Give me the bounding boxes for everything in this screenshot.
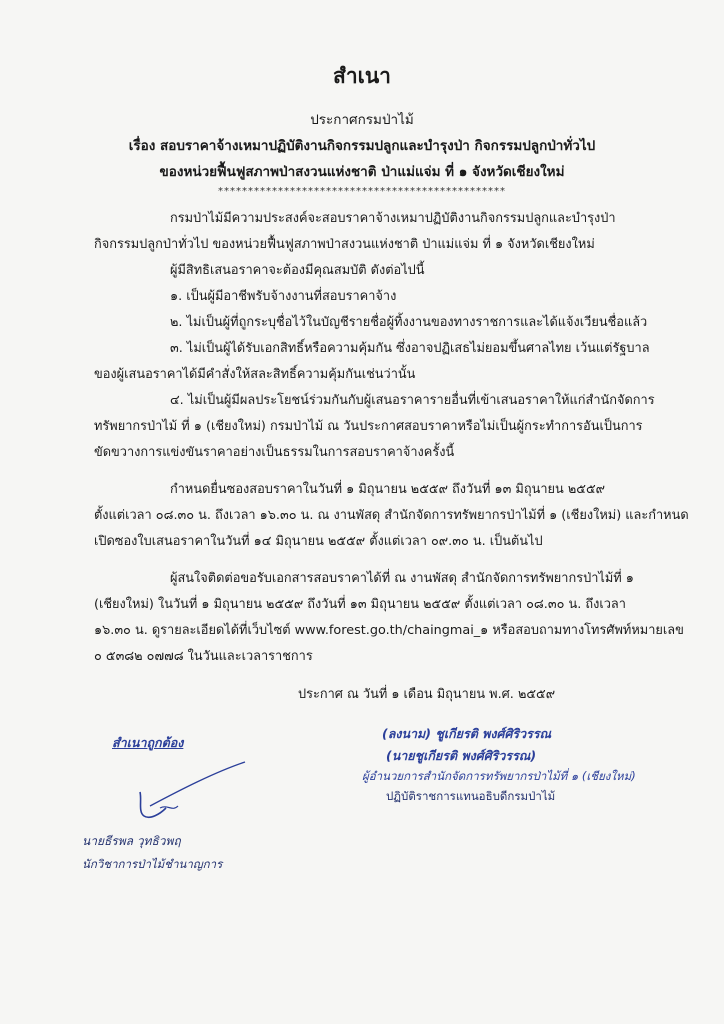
body-line: ขัดขวางการแข่งขันราคาอย่างเป็นธรรมในการสอบราคาจ้างครั้งนี้: [94, 445, 455, 460]
signed-name: (ลงนาม) ชูเกียรติ พงศ์ศิริวรรณ: [382, 726, 552, 741]
signer-position: ผู้อำนวยการสำนักจัดการทรัพยากรป่าไม้ที่ ๑ (เชียงใหม่): [362, 769, 636, 783]
handwritten-signature: [120, 760, 250, 830]
certifier-position: นักวิชาการป่าไม้ชำนาญการ: [82, 857, 223, 871]
document-title: สำเนา: [333, 64, 391, 88]
body-line: ของผู้เสนอราคาได้มีคำสั่งให้สละสิทธิ์ความคุ้มกันเช่นว่านั้น: [94, 367, 416, 382]
announcement-heading: ประกาศกรมป่าไม้: [310, 112, 414, 128]
body-line: (เชียงใหม่) ในวันที่ ๑ มิถุนายน ๒๕๕๙ ถึงวันที่ ๑๓ มิถุนายน ๒๕๕๙ ตั้งแต่เวลา ๐๘.๓๐ น. ถึงเวลา: [94, 597, 626, 612]
body-line: ผู้มีสิทธิเสนอราคาจะต้องมีคุณสมบัติ ดังต่อไปนี้: [170, 263, 425, 278]
announce-date: ประกาศ ณ วันที่ ๑ เดือน มิถุนายน พ.ศ. ๒๕๕๙: [298, 687, 556, 702]
body-line: ผู้สนใจติดต่อขอรับเอกสารสอบราคาได้ที่ ณ งานพัสดุ สำนักจัดการทรัพยากรป่าไม้ที่ ๑: [170, 571, 634, 586]
body-line: กรมป่าไม้มีความประสงค์จะสอบราคาจ้างเหมาปฏิบัติงานกิจกรรมปลูกและบำรุงป่า: [170, 211, 616, 226]
body-line: ตั้งแต่เวลา ๐๘.๓๐ น. ถึงเวลา ๑๖.๓๐ น. ณ งานพัสดุ สำนักจัดการทรัพยากรป่าไม้ที่ ๑ (เชียงใหม่) และกำหนด: [94, 508, 689, 523]
body-line: ทรัพยากรป่าไม้ ที่ ๑ (เชียงใหม่) กรมป่าไม้ ณ วันประกาศสอบราคาหรือไม่เป็นผู้กระทำการอันเป็นการ: [94, 419, 643, 434]
certifier-name: นายธีรพล วุทธิวพฤ: [82, 834, 181, 848]
qualification-item: ๒. ไม่เป็นผู้ที่ถูกระบุชื่อไว้ในบัญชีรายชื่อผู้ทิ้งงานของทางราชการและได้แจ้งเวียนชื่อแล้ว: [170, 315, 648, 330]
subject-line-1: เรื่อง สอบราคาจ้างเหมาปฏิบัติงานกิจกรรมปลูกและบำรุงป่า กิจกรรมปลูกป่าทั่วไป: [128, 138, 596, 154]
separator-line: ************************************************: [218, 186, 506, 197]
body-line: กิจกรรมปลูกป่าทั่วไป ของหน่วยฟื้นฟูสภาพป่าสงวนแห่งชาติ ป่าแม่แจ่ม ที่ ๑ จังหวัดเชียงใหม่: [94, 237, 595, 252]
body-line: ๑๖.๓๐ น. ดูรายละเอียดได้ที่เว็บไซต์ www.forest.go.th/chaingmai_๑ หรือสอบถามทางโทรศัพท์หมายเลข: [94, 623, 684, 638]
subject-line-2: ของหน่วยฟื้นฟูสภาพป่าสงวนแห่งชาติ ป่าแม่แจ่ม ที่ ๑ จังหวัดเชียงใหม่: [159, 164, 565, 180]
signer-name: (นายชูเกียรติ พงศ์ศิริวรรณ): [386, 748, 537, 763]
body-line: กำหนดยื่นซองสอบราคาในวันที่ ๑ มิถุนายน ๒๕๕๙ ถึงวันที่ ๑๓ มิถุนายน ๒๕๕๙: [170, 482, 606, 497]
certified-copy-stamp: สำเนาถูกต้อง: [112, 735, 184, 750]
qualification-item: ๑. เป็นผู้มีอาชีพรับจ้างงานที่สอบราคาจ้าง: [170, 289, 397, 304]
qualification-item: ๔. ไม่เป็นผู้มีผลประโยชน์ร่วมกันกับผู้เสนอราคารายอื่นที่เข้าเสนอราคาให้แก่สำนักจัดการ: [170, 393, 655, 408]
qualification-item: ๓. ไม่เป็นผู้ได้รับเอกสิทธิ์หรือความคุ้มกัน ซึ่งอาจปฏิเสธไม่ยอมขึ้นศาลไทย เว้นแต่รัฐบาล: [170, 341, 650, 356]
signer-position-2: ปฏิบัติราชการแทนอธิบดีกรมป่าไม้: [386, 789, 556, 803]
body-line: ๐ ๕๓๘๒ ๐๗๗๘ ในวันและเวลาราชการ: [94, 649, 313, 664]
body-line: เปิดซองใบเสนอราคาในวันที่ ๑๔ มิถุนายน ๒๕๕๙ ตั้งแต่เวลา ๐๙.๓๐ น. เป็นต้นไป: [94, 534, 543, 549]
